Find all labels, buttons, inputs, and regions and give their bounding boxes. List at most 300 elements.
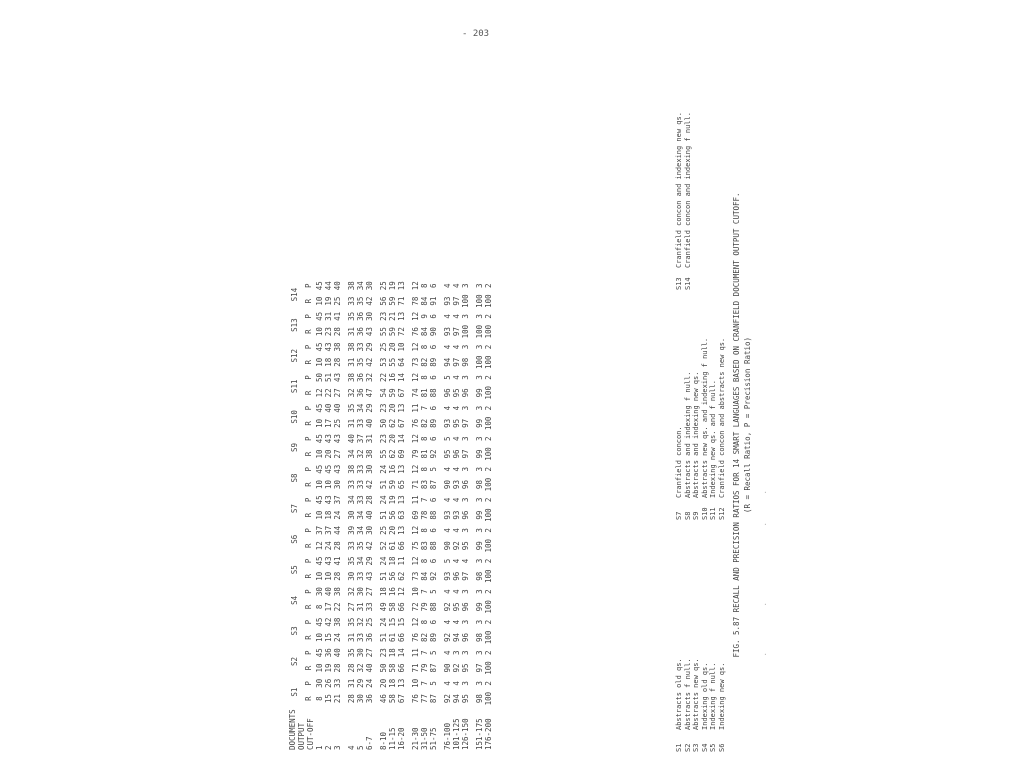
recall-cell: 96 (461, 480, 470, 490)
legend-code: S8 (683, 511, 692, 520)
precision-subheader: P (303, 497, 313, 503)
cutoff-label: 21-30 (411, 727, 420, 750)
recall-cell: 10 (315, 296, 324, 306)
precision-cell: 13 (397, 281, 406, 291)
precision-cell: 29 (365, 403, 374, 413)
precision-cell: 7 (420, 650, 429, 655)
recall-cell: 100 (461, 294, 470, 308)
legend-text: Indexing new qs. (717, 662, 726, 730)
recall-cell: 33 (347, 296, 356, 306)
precision-cell: 30 (315, 587, 324, 597)
recall-cell: 90 (429, 327, 438, 337)
precision-cell: 24 (379, 617, 388, 627)
legend-text: Cranfield concon and abstracts new qs. (717, 337, 726, 498)
precision-cell: 14 (397, 373, 406, 383)
precision-cell: 42 (324, 617, 333, 627)
recall-cell: 31 (356, 602, 365, 612)
recall-cell: 33 (356, 571, 365, 581)
cutoff-label: 31-50 (420, 727, 429, 750)
recall-cell: 96 (452, 449, 461, 459)
precision-cell: 39 (347, 525, 356, 535)
recall-cell: 32 (347, 388, 356, 398)
recall-cell: 92 (452, 541, 461, 551)
header-line1: DOCUMENTS (288, 709, 297, 750)
recall-subheader: R (303, 329, 313, 334)
table-row (461, 279, 470, 752)
precision-cell: 4 (452, 375, 461, 380)
precision-cell: 3 (475, 650, 484, 655)
recall-cell: 97 (475, 663, 484, 673)
precision-cell: 18 (388, 648, 397, 658)
table-row (420, 279, 429, 752)
recall-cell: 52 (379, 541, 388, 551)
precision-cell: 13 (397, 495, 406, 505)
recall-cell: 38 (365, 449, 374, 459)
recall-cell: 64 (397, 357, 406, 367)
precision-cell: 16 (388, 373, 397, 383)
precision-cell: 3 (475, 405, 484, 411)
language-header: S11 (290, 379, 300, 394)
recall-cell: 82 (420, 418, 429, 428)
recall-cell: 67 (397, 418, 406, 428)
precision-cell: 50 (315, 373, 324, 383)
precision-cell: 43 (333, 464, 342, 474)
precision-cell: 36 (324, 648, 333, 658)
precision-subheader: P (303, 405, 313, 411)
precision-cell: 34 (356, 525, 365, 535)
recall-cell: 56 (388, 571, 397, 581)
precision-cell: 5 (429, 467, 438, 472)
recall-cell: 99 (475, 602, 484, 612)
recall-cell: 87 (429, 663, 438, 673)
precision-cell: 2 (484, 619, 493, 625)
precision-cell: 11 (397, 556, 406, 566)
precision-cell: 43 (324, 495, 333, 505)
recall-cell: 79 (411, 449, 420, 459)
precision-cell: 4 (452, 344, 461, 350)
precision-cell: 41 (333, 311, 342, 321)
precision-cell: 2 (484, 650, 493, 655)
legend-text: Abstracts and indexing f null. (683, 371, 692, 498)
precision-cell: 30 (356, 587, 365, 597)
recall-cell: 66 (397, 663, 406, 673)
recall-cell: 50 (379, 418, 388, 428)
precision-cell: 37 (356, 434, 365, 444)
recall-cell: 99 (475, 449, 484, 459)
precision-cell: 35 (347, 403, 356, 413)
precision-cell: 40 (333, 648, 342, 658)
recall-cell: 28 (333, 541, 342, 551)
precision-cell: 34 (347, 495, 356, 505)
recall-cell: 81 (420, 388, 429, 398)
precision-cell: 18 (388, 556, 397, 566)
recall-cell: 54 (379, 388, 388, 398)
precision-cell: 24 (365, 678, 374, 688)
recall-cell: 100 (484, 508, 493, 522)
precision-cell: 4 (452, 589, 461, 594)
recall-cell: 97 (461, 418, 470, 428)
legend-code: S9 (692, 511, 700, 520)
recall-cell: 83 (420, 541, 429, 551)
recall-cell: 22 (324, 388, 333, 398)
table-row (356, 279, 365, 752)
recall-cell: 33 (347, 480, 356, 490)
language-header: S8 (290, 473, 300, 483)
recall-cell: 100 (484, 355, 493, 369)
recall-cell: 87 (429, 694, 438, 704)
legend-text: Abstracts new qs. (692, 658, 700, 730)
recall-cell: 96 (461, 510, 470, 520)
precision-subheader: P (303, 558, 313, 564)
precision-cell: 10 (411, 587, 420, 597)
legend-item (675, 112, 684, 290)
precision-cell: 25 (379, 342, 388, 352)
recall-cell: 28 (333, 571, 342, 581)
recall-cell: 100 (484, 600, 493, 614)
rotated-page-content (280, 90, 760, 760)
recall-cell: 35 (356, 357, 365, 367)
recall-cell: 35 (356, 541, 365, 551)
recall-cell: 18 (324, 510, 333, 520)
recall-cell: 42 (365, 480, 374, 490)
precision-subheader: P (303, 619, 313, 625)
recall-cell: 71 (411, 480, 420, 490)
legend-code: S1 (675, 743, 683, 752)
recall-cell: 84 (420, 571, 429, 581)
legend-text: Abstracts and indexing new qs. (692, 371, 700, 498)
precision-cell: 8 (420, 528, 429, 533)
recall-cell: 100 (461, 324, 470, 339)
precision-cell: 7 (420, 497, 429, 503)
recall-subheader: R (303, 635, 313, 640)
recall-cell: 63 (397, 510, 406, 520)
recall-cell: 83 (420, 480, 429, 490)
precision-cell: 5 (443, 436, 452, 441)
precision-cell: 4 (452, 497, 461, 503)
precision-cell: 12 (411, 556, 420, 566)
precision-cell: 45 (315, 311, 324, 321)
precision-cell: 44 (324, 281, 333, 291)
precision-cell: 4 (452, 314, 461, 319)
precision-cell: 28 (365, 495, 374, 505)
legend-code: S2 (683, 743, 692, 752)
precision-cell: 45 (324, 464, 333, 474)
language-header: S3 (290, 626, 300, 636)
precision-cell: 7 (420, 681, 429, 686)
precision-cell: 22 (379, 373, 388, 383)
legend-code: S4 (700, 743, 709, 752)
precision-cell: 3 (461, 497, 470, 503)
precision-cell: 6 (429, 314, 438, 319)
precision-cell: 4 (452, 681, 461, 686)
precision-cell: 4 (443, 497, 452, 503)
precision-cell: 4 (452, 558, 461, 564)
recall-cell: 19 (324, 663, 333, 673)
recall-cell: 98 (475, 694, 484, 704)
precision-cell: 29 (365, 342, 374, 352)
recall-cell: 71 (397, 296, 406, 306)
precision-cell: 6 (429, 405, 438, 411)
precision-cell: 15 (388, 617, 397, 627)
recall-cell: 78 (420, 510, 429, 520)
recall-cell: 94 (452, 694, 461, 704)
precision-cell: 2 (484, 436, 493, 441)
precision-cell: 2 (484, 283, 493, 289)
recall-cell: 28 (347, 694, 356, 704)
precision-cell: 31 (347, 678, 356, 688)
recall-cell: 42 (365, 357, 374, 367)
recall-cell: 35 (356, 296, 365, 306)
recall-cell: 72 (397, 327, 406, 337)
recall-cell: 87 (429, 480, 438, 490)
precision-cell: 3 (461, 436, 470, 441)
precision-cell: 2 (484, 467, 493, 472)
recall-cell: 96 (452, 571, 461, 581)
precision-cell: 4 (461, 558, 470, 564)
recall-cell: 66 (397, 602, 406, 612)
recall-cell: 92 (443, 632, 452, 642)
precision-cell: 5 (443, 558, 452, 564)
precision-cell: 9 (420, 314, 429, 319)
language-header: S7 (290, 504, 300, 514)
recall-cell: 97 (452, 296, 461, 306)
precision-cell: 3 (475, 375, 484, 380)
recall-cell: 10 (324, 571, 333, 581)
precision-cell: 40 (333, 403, 342, 413)
precision-cell: 3 (475, 344, 484, 350)
page-number: - 203 (462, 29, 490, 39)
legend-item (684, 112, 693, 290)
recall-cell: 74 (411, 388, 420, 398)
precision-cell: 35 (347, 556, 356, 566)
precision-cell: 6 (429, 528, 438, 533)
precision-cell: 3 (461, 650, 470, 655)
recall-cell: 96 (443, 388, 452, 398)
legend-item (692, 338, 701, 520)
precision-cell: 3 (475, 681, 484, 686)
figure-caption-note: (R = Recall Ratio, P = Precision Ratio) (743, 336, 752, 514)
recall-cell: 27 (333, 449, 342, 459)
recall-cell: 100 (484, 691, 493, 706)
cutoff-label: 1 (315, 745, 324, 750)
precision-cell: 45 (315, 556, 324, 566)
precision-cell: 33 (356, 495, 365, 505)
precision-cell: 36 (356, 373, 365, 383)
recall-cell: 100 (484, 661, 493, 675)
precision-cell: 3 (461, 405, 470, 411)
precision-cell: 38 (347, 464, 356, 474)
precision-cell: 3 (475, 283, 484, 289)
precision-cell: 11 (411, 648, 420, 658)
precision-cell: 3 (475, 619, 484, 625)
precision-cell: 43 (333, 434, 342, 444)
precision-cell: 23 (379, 403, 388, 413)
recall-cell: 58 (388, 602, 397, 612)
precision-subheader: P (303, 283, 313, 289)
recall-cell: 19 (324, 296, 333, 306)
recall-cell: 93 (452, 510, 461, 520)
legend-text: Cranfield concon and indexing f null. (683, 112, 692, 268)
recall-cell: 59 (388, 296, 397, 306)
recall-cell: 82 (420, 357, 429, 367)
precision-cell: 10 (411, 678, 420, 688)
precision-cell: 4 (452, 467, 461, 472)
legend-left (675, 658, 726, 752)
recall-cell: 73 (411, 357, 420, 367)
precision-cell: 14 (397, 648, 406, 658)
precision-cell: 4 (452, 619, 461, 625)
precision-cell: 45 (315, 342, 324, 352)
precision-cell: 36 (356, 311, 365, 321)
recall-cell: 56 (379, 296, 388, 306)
recall-cell: 59 (388, 327, 397, 337)
legend-code: S11 (709, 507, 717, 520)
precision-cell: 4 (443, 314, 452, 319)
precision-cell: 8 (420, 436, 429, 441)
recall-cell: 36 (365, 632, 374, 642)
legend-code: S5 (709, 743, 717, 752)
language-header: S10 (290, 410, 300, 424)
precision-cell: 20 (379, 678, 388, 688)
recall-cell: 93 (443, 418, 452, 428)
precision-cell: 4 (452, 528, 461, 533)
precision-cell: 3 (461, 589, 470, 594)
precision-cell: 3 (461, 528, 470, 533)
scan-speck: · (763, 650, 768, 659)
recall-cell: 61 (388, 541, 397, 551)
precision-cell: 30 (365, 525, 374, 535)
recall-cell: 55 (379, 327, 388, 337)
precision-cell: 13 (397, 403, 406, 413)
precision-cell: 44 (333, 525, 342, 535)
recall-cell: 89 (429, 418, 438, 428)
precision-cell: 40 (324, 403, 333, 413)
recall-cell: 73 (411, 571, 420, 581)
recall-cell: 92 (429, 449, 438, 459)
precision-cell: 2 (484, 344, 493, 350)
precision-cell: 33 (356, 342, 365, 352)
recall-subheader: R (303, 359, 313, 365)
recall-cell: 76 (411, 694, 420, 704)
recall-cell: 97 (461, 571, 470, 581)
table-row (484, 279, 493, 752)
recall-cell: 79 (420, 663, 429, 673)
recall-cell: 66 (397, 632, 406, 642)
precision-subheader: P (303, 344, 313, 350)
recall-cell: 10 (315, 418, 324, 428)
precision-cell: 40 (347, 434, 356, 444)
legend-code: S13 (675, 277, 683, 290)
table-row (333, 279, 342, 752)
precision-cell: 51 (324, 373, 333, 383)
precision-cell: 12 (411, 373, 420, 383)
legend-code: S14 (683, 277, 692, 290)
table-row (475, 279, 484, 752)
recall-precision-subheader-row (302, 279, 316, 752)
precision-cell: 41 (333, 556, 342, 566)
table-row (452, 279, 461, 752)
precision-cell: 43 (333, 373, 342, 383)
precision-cell: 12 (411, 281, 420, 291)
recall-cell: 95 (461, 694, 470, 704)
precision-cell: 2 (484, 375, 493, 380)
recall-cell: 93 (443, 571, 452, 581)
legend-text: Indexing old qs. (700, 662, 709, 730)
recall-cell: 42 (365, 541, 374, 551)
recall-cell: 100 (484, 630, 493, 645)
recall-cell: 12 (315, 541, 324, 551)
recall-cell: 22 (333, 602, 342, 612)
recall-cell: 65 (397, 480, 406, 490)
table-row (347, 279, 356, 752)
precision-cell: 18 (388, 678, 397, 688)
precision-cell: 16 (388, 464, 397, 474)
recall-cell: 30 (347, 510, 356, 520)
precision-cell: 32 (365, 373, 374, 383)
precision-cell: 8 (420, 344, 429, 350)
precision-cell: 37 (333, 495, 342, 505)
scan-speck: · (763, 600, 768, 609)
recall-cell: 32 (356, 449, 365, 459)
precision-cell: 6 (429, 344, 438, 350)
recall-cell: 94 (452, 632, 461, 642)
precision-cell: 40 (333, 281, 342, 291)
table-row (388, 279, 397, 752)
precision-cell: 4 (452, 436, 461, 441)
rotated-table-area (280, 90, 760, 760)
precision-cell: 32 (347, 587, 356, 597)
recall-cell: 36 (365, 694, 374, 704)
table-row (379, 279, 388, 752)
header-line2: OUTPUT (297, 722, 306, 750)
precision-cell: 33 (333, 678, 342, 688)
legend-text: Cranfield concon and indexing new qs. (675, 112, 683, 268)
precision-cell: 43 (324, 556, 333, 566)
recall-cell: 31 (347, 632, 356, 642)
recall-cell: 96 (461, 632, 470, 642)
precision-cell: 8 (420, 467, 429, 472)
precision-cell: 4 (443, 283, 452, 289)
legend-text: Indexing f null. (709, 662, 717, 730)
recall-subheader: R (303, 696, 313, 701)
precision-cell: 3 (461, 344, 470, 350)
precision-cell: 30 (365, 464, 374, 474)
recall-cell: 84 (420, 296, 429, 306)
recall-cell: 99 (475, 388, 484, 398)
precision-cell: 4 (443, 405, 452, 411)
recall-cell: 61 (388, 632, 397, 642)
precision-cell: 12 (411, 525, 420, 535)
recall-cell: 46 (379, 694, 388, 704)
precision-cell: 21 (388, 311, 397, 321)
recall-cell: 27 (333, 388, 342, 398)
recall-cell: 90 (443, 541, 452, 551)
recall-cell: 67 (397, 388, 406, 398)
recall-cell: 96 (461, 388, 470, 398)
cutoff-label: 4 (347, 745, 356, 750)
recall-cell: 98 (461, 357, 470, 367)
precision-cell: 12 (411, 434, 420, 444)
precision-cell: 6 (429, 558, 438, 564)
header-line3: CUT-OFF (306, 718, 315, 750)
recall-cell: 8 (315, 696, 324, 701)
precision-cell: 4 (452, 405, 461, 411)
recall-subheader: R (303, 298, 313, 304)
legend-item (718, 338, 727, 520)
recall-cell: 75 (411, 541, 420, 551)
language-header: S5 (290, 565, 300, 575)
recall-cell: 24 (324, 541, 333, 551)
